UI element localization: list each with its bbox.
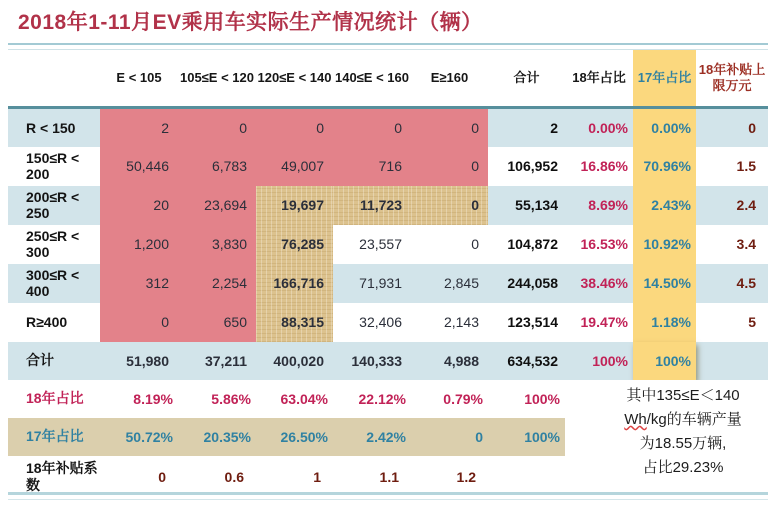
cell-r-200-250-col2: 23,694 xyxy=(178,186,256,225)
cell-r-150-200-col2: 6,783 xyxy=(178,147,256,186)
table-row-total xyxy=(8,342,768,380)
cell-share-2017-col3: 26.50% xyxy=(256,418,333,456)
cell-r-ge-400-col9: 5 xyxy=(748,314,756,330)
cell-share-2018-col2: 5.86% xyxy=(211,390,251,407)
row-label: 18年占比 xyxy=(26,390,84,407)
bottom-divider-line xyxy=(8,492,768,500)
col-header-e-ge-160: E≥160 xyxy=(411,50,488,108)
cell-r-150-200-col5: 0 xyxy=(411,147,488,186)
cell-r-200-250-col4: 11,723 xyxy=(333,186,411,225)
col-header-e-lt-105: E < 105 xyxy=(100,50,178,108)
cell-r-lt-150-col2: 0 xyxy=(178,108,256,147)
row-label: 18年补贴系数 xyxy=(26,460,98,493)
cell-total-col1: 51,980 xyxy=(126,352,169,369)
cell-r-250-300-col5: 0 xyxy=(471,236,479,252)
table-row-r-lt-150 xyxy=(8,108,768,147)
cell-r-250-300-col2: 3,830 xyxy=(178,225,256,264)
table-row-r-250-300 xyxy=(8,225,768,264)
cell-share-2018-col5: 0.79% xyxy=(443,390,483,407)
col-header-e-105-120: 105≤E < 120 xyxy=(178,50,256,108)
cell-r-lt-150-col3: 0 xyxy=(256,108,333,147)
row-label: 250≤R < 300 xyxy=(26,227,80,260)
col-header-blank xyxy=(8,50,100,108)
cell-r-250-300-col7: 16.53% xyxy=(580,236,628,252)
cell-r-300-400-col6: 244,058 xyxy=(507,275,558,291)
cell-r-lt-150-col1: 2 xyxy=(100,108,178,147)
table-row-r-300-400 xyxy=(8,264,768,303)
footnote-line: 占比29.23% xyxy=(642,459,724,476)
cell-r-150-200-col9: 1.5 xyxy=(736,158,756,174)
cell-r-300-400-col1: 312 xyxy=(100,264,178,303)
cell-r-lt-150-col5: 0 xyxy=(411,108,488,147)
cell-total-col8: 100% xyxy=(633,342,696,380)
cell-r-150-200-col1: 50,446 xyxy=(100,147,178,186)
cell-r-ge-400-col2: 650 xyxy=(178,303,256,342)
cell-r-ge-400-col6: 123,514 xyxy=(507,314,558,330)
cell-share-2018-col6: 100% xyxy=(524,390,560,407)
cell-share-2018-col4: 22.12% xyxy=(358,390,406,407)
row-label: 合计 xyxy=(26,352,54,369)
cell-coef-2018-col1: 0 xyxy=(158,468,166,485)
cell-total-col3: 400,020 xyxy=(273,352,324,369)
row-label: 150≤R < 200 xyxy=(26,149,80,182)
cell-share-2017-col1: 50.72% xyxy=(100,418,178,456)
cell-r-250-300-col3: 76,285 xyxy=(256,225,333,264)
cell-total-col7: 100% xyxy=(592,352,628,369)
cell-coef-2018-col2: 0.6 xyxy=(224,468,244,485)
cell-r-ge-400-col4: 32,406 xyxy=(359,314,402,330)
cell-r-lt-150-col4: 0 xyxy=(333,108,411,147)
cell-share-2017-col2: 20.35% xyxy=(178,418,256,456)
cell-r-ge-400-col1: 0 xyxy=(100,303,178,342)
cell-r-ge-400-col3: 88,315 xyxy=(256,303,333,342)
cell-r-200-250-col6: 55,134 xyxy=(515,197,558,213)
cell-r-lt-150-col8: 0.00% xyxy=(633,108,696,147)
cell-r-ge-400-col5: 2,143 xyxy=(443,314,479,330)
col-header-total: 合计 xyxy=(488,50,565,108)
cell-r-250-300-col4: 23,557 xyxy=(359,236,402,252)
cell-r-150-200-col6: 106,952 xyxy=(507,158,558,174)
cell-total-col6: 634,532 xyxy=(507,352,558,369)
col-header-subsidy-cap: 18年补贴上限万元 xyxy=(696,50,768,108)
table-row-r-150-200 xyxy=(8,147,768,186)
cell-total-col9 xyxy=(696,342,768,380)
col-header-e-120-140: 120≤E < 140 xyxy=(256,50,333,108)
cell-share-2018-col3: 63.04% xyxy=(280,390,328,407)
table-header-row xyxy=(8,50,768,108)
cell-share-2017-col4: 2.42% xyxy=(333,418,411,456)
footnote-line: 为18.55万辆, xyxy=(639,435,727,452)
cell-r-lt-150-col9: 0 xyxy=(748,119,756,136)
cell-share-2017-col6: 100% xyxy=(488,418,565,456)
row-label: R < 150 xyxy=(26,119,76,136)
col-header-share-2017: 17年占比 xyxy=(633,50,696,108)
cell-total-col4: 140,333 xyxy=(351,352,402,369)
table-row-r-ge-400 xyxy=(8,303,768,342)
cell-r-300-400-col7: 38.46% xyxy=(580,275,628,291)
row-label: R≥400 xyxy=(26,313,68,330)
cell-r-200-250-col8: 2.43% xyxy=(633,186,696,225)
col-header-share-2018: 18年占比 xyxy=(565,50,633,108)
cell-r-200-250-col3: 19,697 xyxy=(256,186,333,225)
cell-r-lt-150-col7: 0.00% xyxy=(588,119,628,136)
cell-r-ge-400-col8: 1.18% xyxy=(633,303,696,342)
cell-share-2017-col5: 0 xyxy=(411,418,488,456)
cell-r-300-400-col5: 2,845 xyxy=(443,275,479,291)
cell-r-150-200-col4: 716 xyxy=(333,147,411,186)
cell-r-ge-400-col7: 19.47% xyxy=(580,314,628,330)
cell-r-300-400-col3: 166,716 xyxy=(256,264,333,303)
cell-share-2018-col1: 8.19% xyxy=(133,390,173,407)
cell-r-250-300-col9: 3.4 xyxy=(736,236,756,252)
row-label: 17年占比 xyxy=(8,418,100,456)
footnote-wavy-text: Wh xyxy=(624,411,647,428)
cell-r-300-400-col4: 71,931 xyxy=(359,275,402,291)
cell-r-150-200-col7: 16.86% xyxy=(580,158,628,174)
footnote-line xyxy=(594,408,772,432)
cell-r-300-400-col9: 4.5 xyxy=(736,275,756,291)
cell-r-300-400-col8: 14.50% xyxy=(633,264,696,303)
cell-r-250-300-col8: 10.92% xyxy=(633,225,696,264)
cell-r-150-200-col3: 49,007 xyxy=(256,147,333,186)
cell-r-150-200-col8: 70.96% xyxy=(633,147,696,186)
cell-r-300-400-col2: 2,254 xyxy=(178,264,256,303)
cell-coef-2018-col4: 1.1 xyxy=(379,468,399,485)
table-row-r-200-250 xyxy=(8,186,768,225)
cell-r-200-250-col7: 8.69% xyxy=(588,197,628,213)
footnote-line: 其中135≤E＜140 xyxy=(626,387,740,404)
cell-coef-2018-col5: 1.2 xyxy=(456,468,476,485)
footnote xyxy=(594,384,772,480)
cell-total-col5: 4,988 xyxy=(443,352,479,369)
cell-total-col2: 37,211 xyxy=(204,352,247,369)
row-label: 200≤R < 250 xyxy=(26,188,80,221)
col-header-e-140-160: 140≤E < 160 xyxy=(333,50,411,108)
page-title: 2018年1-11月EV乘用车实际生产情况统计（辆） xyxy=(18,11,483,34)
cell-r-200-250-col1: 20 xyxy=(100,186,178,225)
row-label: 300≤R < 400 xyxy=(26,266,80,299)
cell-r-lt-150-col6: 2 xyxy=(550,119,558,136)
cell-r-200-250-col5: 0 xyxy=(411,186,488,225)
cell-coef-2018-col3: 1 xyxy=(313,468,321,485)
cell-r-250-300-col6: 104,872 xyxy=(507,236,558,252)
cell-r-200-250-col9: 2.4 xyxy=(736,197,756,213)
footnote-line-rest: /kg的车辆产量 xyxy=(646,411,742,428)
cell-r-250-300-col1: 1,200 xyxy=(100,225,178,264)
